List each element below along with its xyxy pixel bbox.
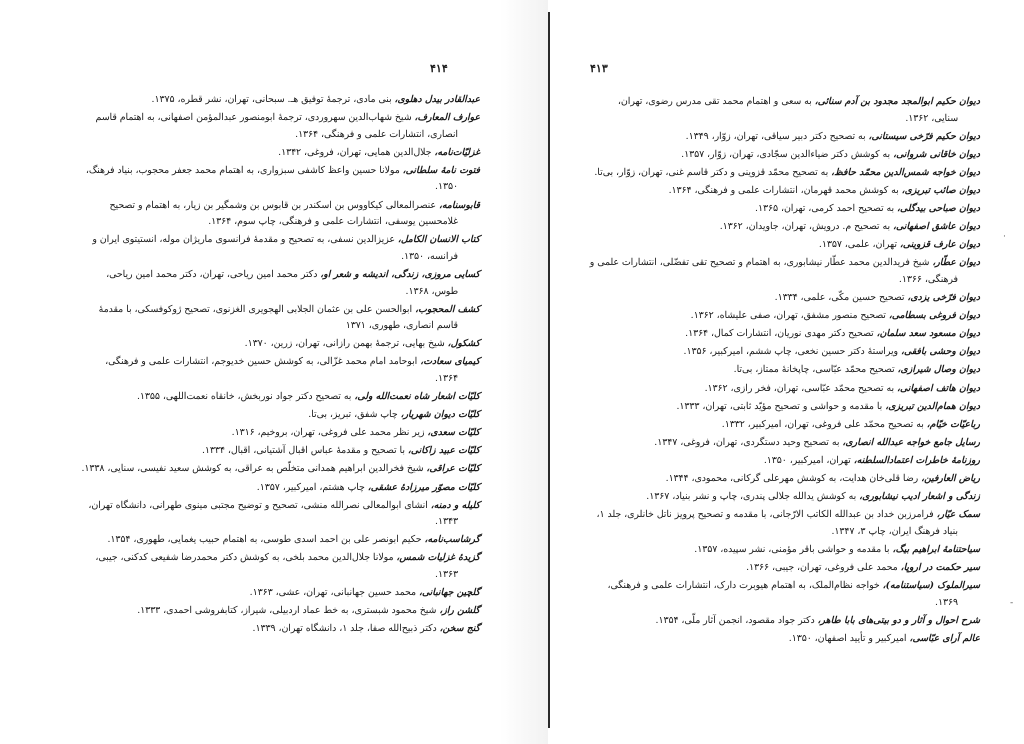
entry-title: دیوان حکیم ابوالمجد مجدود بن آدم سنائی،	[814, 96, 980, 107]
bibliography-entry	[70, 550, 480, 583]
bibliography-entry	[580, 362, 980, 379]
entry-title: کشف المحجوب،	[415, 303, 480, 315]
entry-continuation: ۱۳۶۳.	[435, 569, 458, 581]
entry-details: دکتر جواد مقصود، انجمن آثار ملّی، ۱۳۵۴.	[655, 614, 818, 626]
bibliography-entry	[580, 344, 980, 361]
bibliography-entry	[580, 290, 980, 307]
entry-title: دیوان همام‌الدین تبریزی،	[885, 400, 980, 412]
bibliography-entry	[70, 407, 480, 424]
entry-details: تهران، امیرکبیر، ۱۳۵۰.	[763, 454, 854, 466]
entry-details: بنی مادی، ترجمهٔ توفیق هـ. سبحانی، تهران، نشر قطره، ۱۳۷۵.	[151, 94, 395, 105]
bibliography-entry	[580, 219, 980, 236]
entry-details: شیخ فخرالدین ابراهیم همدانی متخلّص به عراقی، به کوشش سعید نفیسی، سنایی، ۱۳۳۸.	[81, 463, 427, 475]
bibliography-entry	[580, 381, 980, 398]
entry-details: ویراستهٔ دکتر حسین نخعی، چاپ ششم، امیرکبیر، ۱۳۵۶.	[683, 346, 901, 358]
entry-details: جلال‌الدین همایی، تهران، فروغی، ۱۳۴۲.	[278, 146, 435, 158]
entry-title: دیوان خاقانی شروانی،	[893, 148, 980, 160]
entry-title: سیر حکمت در اروپا،	[900, 561, 980, 573]
entry-title: عالم آرای عبّاسی،	[909, 632, 980, 644]
entry-continuation: ۱۳۶۴.	[435, 373, 458, 384]
entry-details: به تصحیح محمّد عبّاسی، تهران، فخر رازی، ۱۳۶۲.	[704, 382, 897, 394]
bibliography-entry	[580, 237, 980, 254]
bibliography-entry	[580, 542, 980, 559]
bibliography-entry	[580, 453, 980, 470]
entry-continuation: انصاری، انتشارات علمی و فرهنگی، ۱۳۶۴.	[295, 128, 458, 140]
bibliography-entry	[580, 399, 980, 416]
entry-title: شرح احوال و آثار و دو بیتی‌های بابا طاهر،	[817, 614, 980, 626]
entry-title: گلشن راز،	[439, 605, 480, 617]
bibliography-entry	[70, 110, 480, 143]
entry-details: تصحیح منصور مشفق، تهران، صفی علیشاه، ۱۳۶۲.	[690, 310, 889, 322]
entry-details: ابوالحسن علی بن عثمان الجلابی الهجویری الغزنوی، تصحیح ژوکوفسکی، با مقدمهٔ	[98, 303, 416, 315]
entry-title: کلیّات اشعار شاه نعمت‌الله ولی،	[354, 391, 480, 403]
bibliography-entry	[70, 621, 480, 638]
entry-details: مولانا حسین واعظ کاشفی سبزواری، به اهتمام محمد جعفر محجوب، بنیاد فرهنگ،	[85, 164, 403, 176]
entry-title: دیوان فرّخی یزدی،	[907, 292, 980, 304]
entry-details: شیخ شهاب‌الدین سهروردی، ترجمهٔ ابومنصور عبدالمؤمن اصفهانی، به اهتمام قاسم	[95, 112, 415, 124]
page-edge-mark: -	[1010, 598, 1014, 608]
entry-details: تصحیح دکتر مهدی نوریان، انتشارات کمال، ۱۳۶۴.	[685, 328, 877, 340]
bibliography-entry	[580, 183, 980, 200]
bibliography-entry	[580, 613, 980, 630]
entry-continuation: طوس، ۱۳۶۸.	[405, 285, 458, 297]
entry-title: دیوان مسعود سعد سلمان،	[876, 328, 980, 340]
entry-title: سیرالملوک (سیاستنامه)،	[882, 580, 980, 592]
entry-details: به تصحیح احمد کرمی، تهران، ۱۳۶۵.	[755, 203, 898, 215]
entry-title: فتوت نامهٔ سلطانی،	[402, 164, 480, 176]
bibliography-entry	[580, 578, 980, 611]
bibliography-entry	[70, 92, 480, 109]
entry-details: محمد حسین جهانبانی، تهران، عشی، ۱۳۶۳.	[249, 587, 419, 599]
entry-title: غزلیّات‌نامه،	[434, 146, 480, 158]
bibliography-entry	[580, 165, 980, 182]
entry-details: به تصحیح دکتر دبیر سیاقی، تهران، زوّار، ۱۳۴۹.	[685, 130, 869, 142]
bibliography-entry	[70, 198, 480, 231]
entry-title: عبدالقادر بیدل دهلوی،	[394, 94, 480, 105]
entry-details: به کوشش یدالله جلالی پندری، چاپ و نشر بنیاد، ۱۳۶۷.	[646, 491, 860, 503]
entry-details: با تصحیح و مقدمهٔ عباس اقبال آشتیانی، اقبال، ۱۳۳۴.	[201, 445, 408, 457]
bibliography-entry	[70, 267, 480, 300]
entry-details: تصحیح حسین مکّی، علمی، ۱۳۳۴.	[774, 292, 908, 304]
entry-details: تهران، علمی، ۱۳۵۷.	[818, 239, 900, 251]
bibliography-entry	[70, 163, 480, 196]
entry-title: سمک عیّار،	[936, 509, 980, 521]
entry-details: دکتر محمد امین ریاحی، تهران، دکتر محمد امین ریاحی،	[106, 268, 321, 280]
bibliography-entry	[580, 129, 980, 146]
bibliography-entry	[70, 232, 480, 265]
entry-details: محمد علی فروغی، تهران، جیبی، ۱۳۶۶.	[746, 561, 901, 573]
bibliography-entry	[70, 302, 480, 335]
bibliography-entry	[580, 489, 980, 506]
entry-title: دیوان هاتف اصفهانی،	[897, 382, 980, 394]
bibliography-entry	[70, 425, 480, 442]
right-page	[580, 0, 980, 744]
entry-continuation: فرهنگی، ۱۳۶۶.	[898, 273, 958, 285]
entry-details: ابوحامد امام محمد غزّالی، به کوشش حسین خدیوجم، انتشارات علمی و فرهنگی،	[105, 356, 421, 368]
entry-details: چاپ شفق، تبریز، بی‌تا.	[308, 409, 401, 421]
gutter-line	[548, 12, 550, 728]
entry-details: به تصحیح محمّد علی فروغی، تهران، امیرکبیر، ۱۳۳۲.	[721, 418, 927, 430]
bibliography-entry	[580, 326, 980, 343]
entry-title: گلچین جهانبانی،	[418, 587, 480, 599]
entry-details: امیرکبیر و تأیید اصفهان، ۱۳۵۰.	[788, 632, 910, 644]
bibliography-entry	[580, 94, 980, 127]
entry-details: با مقدمه و حواشی و تصحیح مؤیّد ثابتی، تهران، ۱۳۳۳.	[676, 400, 886, 412]
entry-continuation: قاسم انصاری، طهوری، ۱۳۷۱	[345, 320, 458, 332]
entry-title: دیوان عطّار،	[932, 257, 980, 269]
entry-title: روزنامهٔ خاطرات اعتمادالسلطنه،	[853, 454, 980, 466]
bibliography-entry	[580, 201, 980, 218]
bibliography-entry	[70, 498, 480, 531]
entry-title: دیوان صائب تبریزی،	[901, 184, 980, 196]
bibliography-entry	[70, 603, 480, 620]
entry-details: به کوشش محمد قهرمان، انتشارات علمی و فرهنگی، ۱۳۶۴.	[668, 184, 902, 196]
entry-continuation: بنیاد فرهنگ ایران، چاپ ۳، ۱۳۴۷.	[831, 525, 958, 537]
bibliography-entry	[580, 435, 980, 452]
entry-details: دکتر ذبیح‌الله صفا، جلد ۱، دانشگاه تهران، ۱۳۳۹.	[252, 623, 440, 635]
entry-title: دیوان وصال شیرازی،	[897, 364, 980, 376]
entry-title: دیوان فروغی بسطامی،	[888, 310, 980, 322]
entry-title: کلیّات دیوان شهریار،	[400, 409, 480, 421]
entry-details: فرامرزبن خداد بن عبدالله الکاتب الارّجانی، با مقدمه و تصحیح پرویز ناتل خانلری، جلد ۱،	[596, 509, 937, 521]
left-page	[70, 0, 480, 744]
entry-details: شیخ فریدالدین محمد عطّار نیشابوری، به اهتمام و تصحیح تقی تفضّلی، انتشارات علمی و	[589, 257, 933, 269]
entry-title: دیوان صباحی بیدگلی،	[897, 203, 980, 215]
entry-title: گرشاسب‌نامه،	[424, 534, 480, 546]
entry-details: عزیزالدین نسفی، به تصحیح و مقدمهٔ فرانسوی ماریژان موله، انستیتوی ایران و	[92, 234, 398, 246]
entry-title: دیوان خواجه شمس‌الدین محمّد حافظ،	[831, 166, 980, 178]
entry-title: دیوان عارف قزوینی،	[899, 239, 980, 251]
page-number: ۴۱۳	[590, 62, 608, 75]
entry-details: شیخ بهایی، ترجمهٔ بهمن رازانی، تهران، زرین، ۱۳۷۰.	[244, 338, 448, 350]
bibliography-entry	[70, 443, 480, 460]
entry-title: گنج سخن،	[439, 623, 480, 635]
entry-details: رضا قلی‌خان هدایت، به کوشش مهرعلی گرکانی، محمودی، ۱۳۴۴.	[665, 472, 922, 484]
entry-title: زندگی و اشعار ادیب نیشابوری،	[859, 491, 980, 503]
entry-continuation: ۱۳۵۰.	[435, 181, 458, 193]
entry-title: ریاض العارفین،	[921, 472, 980, 484]
entry-details: خواجه نظام‌الملک، به اهتمام هیوبرت دارک، انتشارات علمی و فرهنگی،	[607, 580, 883, 592]
bibliography-entry	[580, 471, 980, 488]
entry-title: کسایی مروزی، زندگی، اندیشه و شعر او،	[320, 268, 480, 280]
bibliography-entry	[70, 480, 480, 497]
entry-title: دیوان عاشق اصفهانی،	[893, 221, 980, 233]
entry-title: عوارف المعارف،	[414, 112, 480, 124]
entry-title: کشکول،	[447, 338, 480, 350]
entry-continuation: غلامحسین یوسفی، انتشارات علمی و فرهنگی، چاپ سوم، ۱۳۶۴.	[208, 216, 458, 228]
bibliography-entry	[580, 308, 980, 325]
entry-title: کلیله و دمنه،	[430, 499, 480, 511]
bibliography-entry	[580, 147, 980, 164]
entry-title: کلیّات مصوّر میرزادهٔ عشقی،	[367, 481, 480, 493]
entry-title: کتاب الانسان الکامل،	[397, 234, 480, 246]
bibliography-entry	[580, 560, 980, 577]
entry-title: گزیدهٔ غزلیات شمس،	[396, 552, 480, 564]
entry-title: کیمیای سعادت،	[420, 356, 480, 368]
gutter-shadow	[500, 0, 548, 744]
bibliography-entry	[580, 507, 980, 540]
entry-title: دیوان وحشی بافقی،	[900, 346, 980, 358]
entry-details: به تصحیح دکتر جواد نوربخش، خانقاه نعمت‌اللهی، ۱۳۵۵.	[136, 391, 355, 403]
bibliography-entry	[70, 461, 480, 478]
entry-title: رباعیّات خیّام،	[926, 418, 980, 430]
entry-title: کلیّات عراقی،	[426, 463, 480, 475]
entry-details: عنصرالمعالی کیکاووس بن اسکندر بن قابوس بن وشمگیر بن زیار، به اهتمام و تصحیح	[109, 199, 439, 211]
entry-details: حکیم ابونصر علی بن احمد اسدی طوسی، به اهتمام حبیب یغمایی، طهوری، ۱۳۵۴.	[107, 534, 425, 546]
entry-details: به تصحیح محمّد قزوینی و دکتر قاسم غنی، تهران، زوّار، بی‌تا.	[594, 166, 832, 178]
entry-continuation: فرانسه، ۱۳۵۰.	[401, 250, 458, 262]
entry-details: انشای ابوالمعالی نصرالله منشی، تصحیح و توضیح مجتبی مینوی طهرانی، دانشگاه تهران،	[88, 499, 431, 511]
entry-details: به تصحیح م. درویش، تهران، جاویدان، ۱۳۶۲.	[719, 221, 894, 233]
entry-title: رسایل جامع خواجه عبدالله انصاری،	[842, 436, 980, 448]
bibliography-entry	[580, 631, 980, 648]
entry-title: کلیّات عبید زاکانی،	[407, 445, 480, 457]
entry-continuation: سنایی، ۱۳۶۲.	[905, 112, 958, 124]
entry-title: قابوسنامه،	[438, 199, 480, 211]
bibliography-entry	[70, 336, 480, 353]
entry-details: به تصحیح وحید دستگردی، تهران، فروغی، ۱۳۴۷.	[654, 436, 843, 448]
entry-details: زیر نظر محمد علی فروغی، تهران، بروخیم، ۱۳۱۶.	[231, 427, 428, 439]
entry-title: دیوان حکیم فرّخی سیستانی،	[868, 130, 980, 142]
entry-details: با مقدمه و حواشی باقر مؤمنی، نشر سپیده، ۱۳۵۷.	[694, 543, 893, 555]
entry-continuation: ۱۳۴۳.	[435, 516, 458, 528]
entry-continuation: ۱۳۶۹.	[935, 596, 958, 608]
entry-title: سیاحتنامهٔ ابراهیم بیگ،	[892, 543, 980, 555]
bibliography-entry	[70, 532, 480, 549]
bibliography-entry	[70, 585, 480, 602]
bibliography-entry	[580, 417, 980, 434]
entry-details: چاپ هشتم، امیرکبیر، ۱۳۵۷.	[256, 481, 368, 493]
bibliography-list	[580, 94, 980, 649]
bibliography-entry	[70, 145, 480, 162]
entry-title: کلیّات سعدی،	[427, 427, 480, 439]
entry-details: به سعی و اهتمام محمد تقی مدرس رضوی، تهران،	[617, 96, 815, 107]
page-number: ۴۱۴	[430, 62, 448, 75]
page-edge-mark: ·	[1003, 232, 1006, 242]
entry-details: به کوشش دکتر ضیاءالدین سجّادی، تهران، زوّار، ۱۳۵۷.	[681, 148, 894, 160]
entry-details: مولانا جلال‌الدین محمد بلخی، به کوشش دکتر محمدرضا شفیعی کدکنی، جیبی،	[95, 552, 397, 564]
bibliography-list	[70, 92, 480, 639]
bibliography-entry	[70, 389, 480, 406]
entry-details: شیخ محمود شبستری، به خط عماد اردبیلی، شیراز، کتابفروشی احمدی، ۱۳۳۳.	[137, 605, 440, 617]
bibliography-entry	[580, 255, 980, 288]
bibliography-entry	[70, 354, 480, 387]
entry-details: تصحیح محمّد عبّاسی، چاپخانهٔ ممتاز، بی‌تا.	[733, 364, 898, 376]
